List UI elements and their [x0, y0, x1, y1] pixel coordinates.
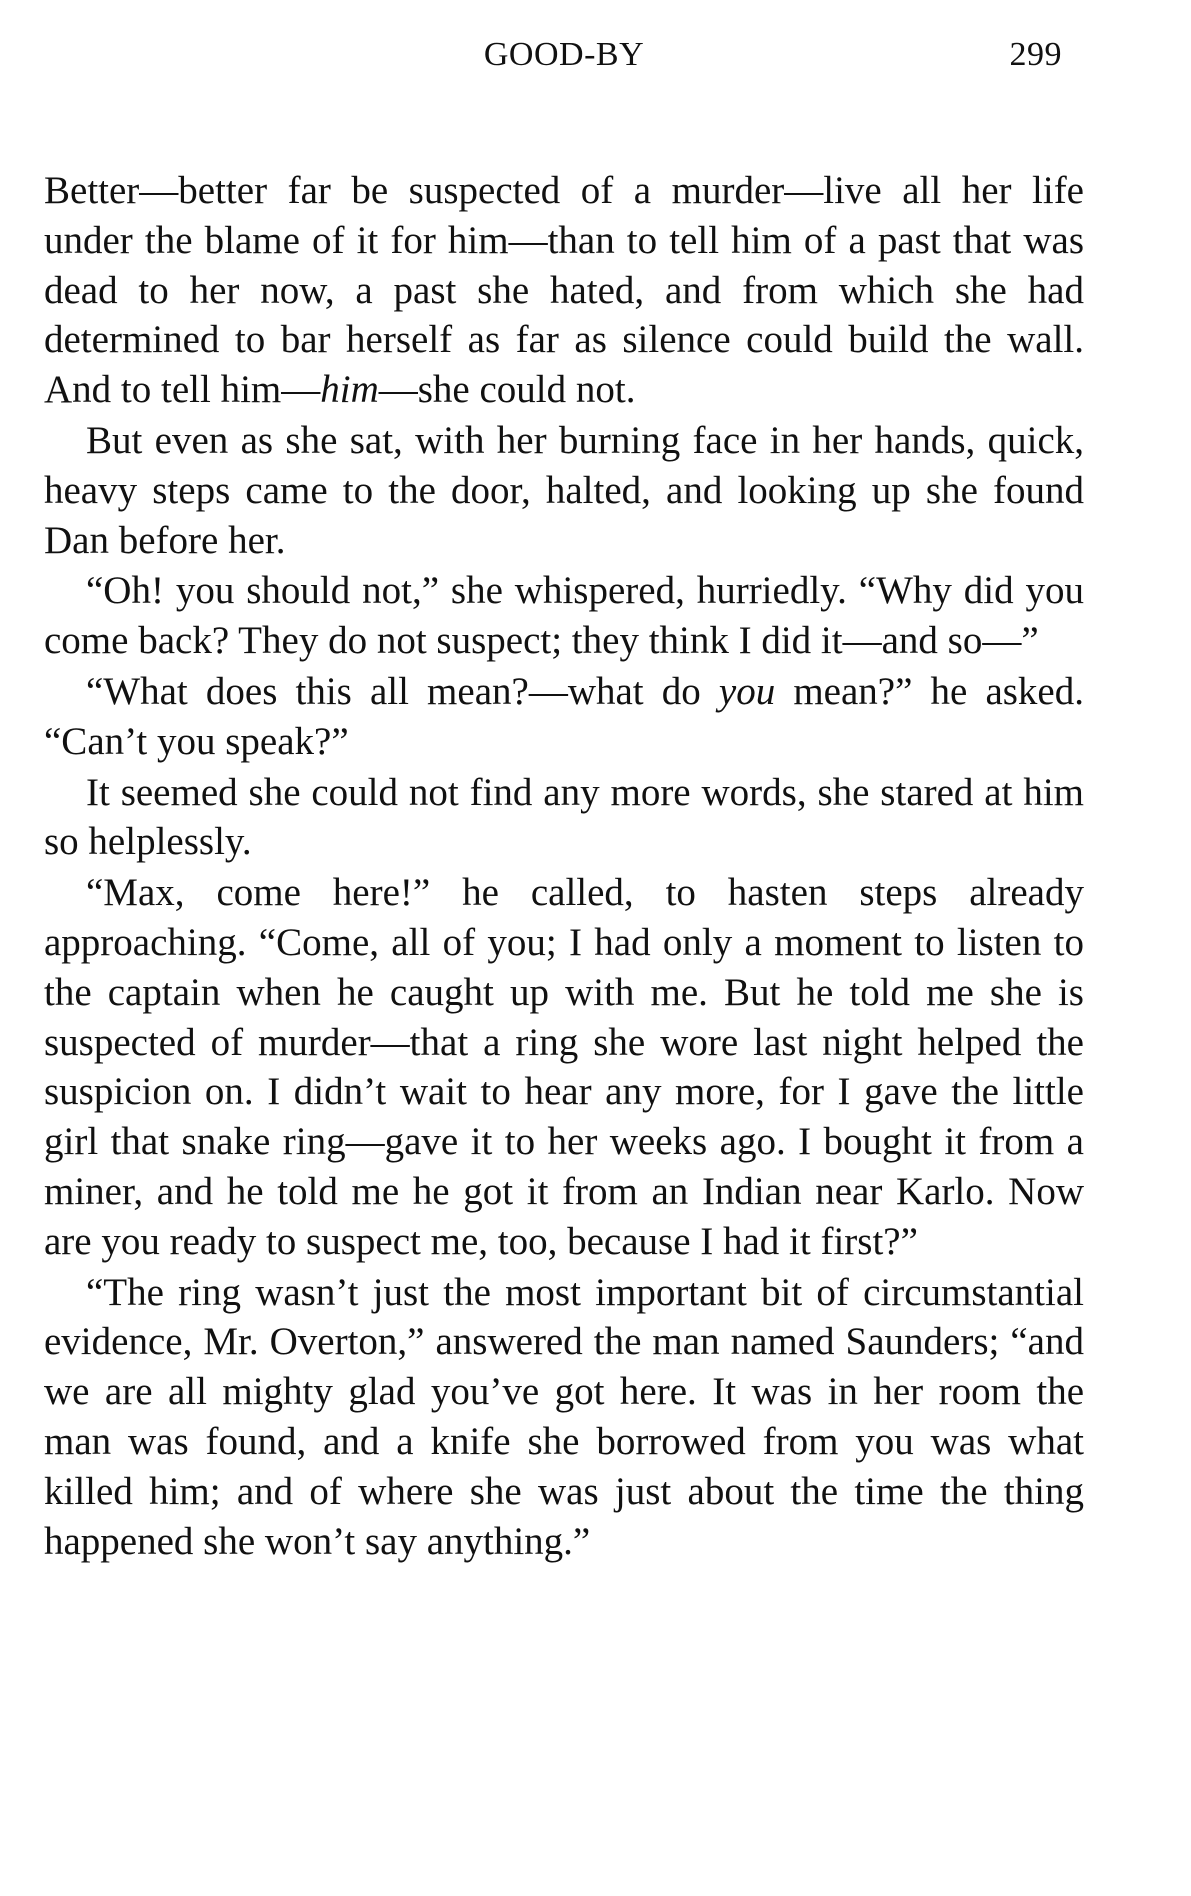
italic-text-run: you [718, 669, 776, 713]
book-page [44, 36, 1084, 1566]
text-run: Better—better far be suspected of a murder—live all her life under the blame of it for him—than to tell him of a past that was dead to her now, a past she hated, and from which she had determined to bar herself as far as silence could build the wall. And to tell him— [44, 169, 1084, 412]
text-run: But even as she sat, with her burning face in her hands, quick, heavy steps came to the door, halted, and looking up she found Dan before her. [44, 418, 1084, 562]
text-run: mean?” he asked. “Can’t you speak?” [44, 669, 1084, 763]
body-text [44, 166, 1084, 1566]
paragraph [44, 1268, 1084, 1567]
paragraph [44, 166, 1084, 415]
paragraph [44, 416, 1084, 565]
text-run: “The ring wasn’t just the most important bit of circumstantial evidence, Mr. Overton,” answered the man named Saunders; “and we are all mighty glad you’ve got here. It was in her room the man was found, and a knife she borrowed from you was what killed him; and of where she was just about the time the thing happened she won’t say anything.” [44, 1270, 1084, 1563]
paragraph [44, 667, 1084, 767]
text-run: “Max, come here!” he called, to hasten steps already approaching. “Come, all of you; I had only a moment to listen to the captain when he caught up with me. But he told me she is suspected of murder—that a ring she wore last night helped the suspicion on. I didn’t wait to hear any more, for I gave the little girl that snake ring—gave it to her weeks ago. I bought it from a miner, and he told me he got it from an Indian near Karlo. Now are you ready to suspect me, too, because I had it first?” [44, 871, 1084, 1263]
running-title: GOOD-BY [483, 36, 645, 73]
page-number: 299 [1009, 36, 1062, 73]
paragraph [44, 566, 1084, 666]
italic-text-run: him [320, 368, 379, 412]
text-run: It seemed she could not find any more words, she stared at him so helplessly. [44, 770, 1084, 864]
text-run: “What does this all mean?—what do [86, 669, 719, 713]
running-head [44, 36, 1084, 94]
text-run: —she could not. [378, 368, 636, 412]
paragraph [44, 868, 1084, 1266]
text-run: “Oh! you should not,” she whispered, hurriedly. “Why did you come back? They do not suspect; they think I did it—and so—” [44, 569, 1084, 663]
paragraph [44, 768, 1084, 868]
